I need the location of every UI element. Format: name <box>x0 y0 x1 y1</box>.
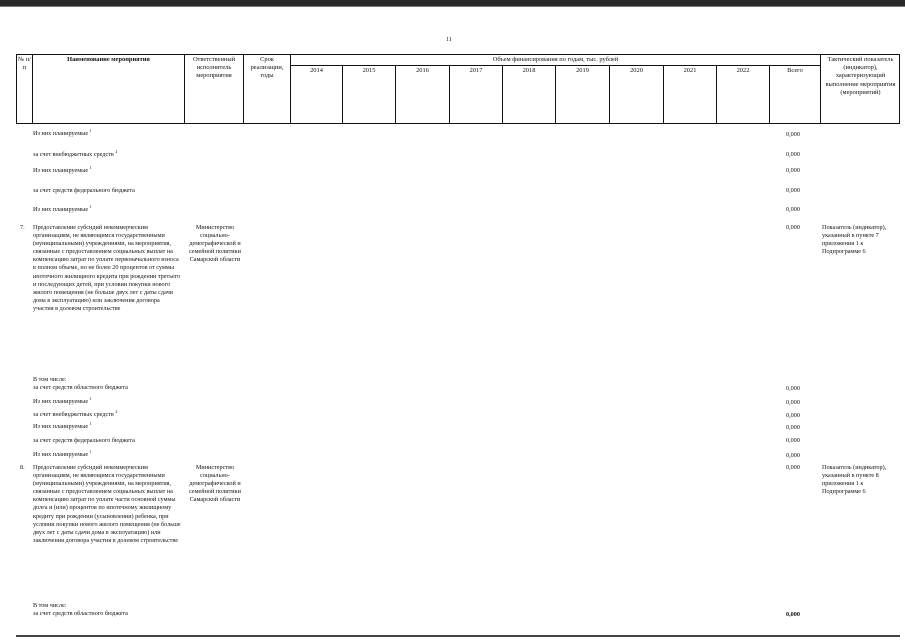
header-col-name: Наименование мероприятия <box>67 56 150 63</box>
row-total: 0,000 <box>786 187 800 194</box>
row-total: 0,000 <box>786 167 800 174</box>
header-divider <box>32 55 33 123</box>
item-responsible: Министерство социально-демографической и семейной политики Самарской области <box>189 224 241 264</box>
row-total: 0,000 <box>786 131 800 138</box>
row-label: за счет внебюджетных средств $^2$ <box>33 408 118 418</box>
year-total: Всего <box>787 67 803 74</box>
page-number: 11 <box>446 37 452 43</box>
year-2021: 2021 <box>683 67 697 74</box>
row-total: 0,000 <box>786 437 800 444</box>
item-total: 0,000 <box>786 464 800 471</box>
item-number: 8. <box>20 464 25 471</box>
scan-bottom-border <box>16 635 900 637</box>
year-2022: 2022 <box>736 67 750 74</box>
item-name: Предоставление субсидий некоммерческим организациям, не являющимся государственными (муниципальными) учреждениями, на мероприятия, связанные с предоставлением социальных выплат на компенсацию затрат по уплате части основной суммы долга и (или) процентов по ипотечному жилищному кредиту при рождении (усыновлении) ребенка, при условии покупки нового жилого помещения (не больше двух лет с даты сдачи дома в эксплуатацию) или заключения договора участия в долевом строительстве <box>33 464 181 544</box>
row-label: Из них планируемые $^1$ <box>33 203 92 213</box>
included-label: В том числе: <box>33 376 67 383</box>
year-2018: 2018 <box>522 67 536 74</box>
row-total: 0,000 <box>786 412 800 419</box>
row-label: за счет средств федерального бюджета <box>33 187 135 194</box>
row-total: 0,000 <box>786 151 800 158</box>
row-label: за счет внебюджетных средств $^2$ <box>33 148 118 158</box>
included-label: В том числе: <box>33 602 67 609</box>
row-label: за счет средств федерального бюджета <box>33 437 135 444</box>
item-responsible: Министерство социально-демографической и семейной политики Самарской области <box>189 464 241 504</box>
row-total: 0,000 <box>786 206 800 213</box>
row-total: 0,000 <box>786 399 800 406</box>
item-indicator: Показатель (индикатор), указанный в пункте 7 приложения 1 к Подпрограмме 6 <box>822 224 887 256</box>
header-divider <box>820 55 821 123</box>
row-label: Из них планируемые $^1$ <box>33 127 92 137</box>
year-2017: 2017 <box>469 67 483 74</box>
row-total: 0,000 <box>786 424 800 431</box>
header-col-indicator: Тактический показатель (индикатор), характеризующий выполнение мероприятия (мероприятий) <box>825 56 896 96</box>
header-col-financing: Объем финансирования по годам, тыс. рублей <box>492 56 619 63</box>
year-2020: 2020 <box>630 67 643 74</box>
row-label: Из них планируемые $^1$ <box>33 395 92 405</box>
row-label: за счет средств областного бюджета <box>33 610 128 617</box>
row-label: за счет средств областного бюджета <box>33 384 128 391</box>
header-col-no: № п/п <box>18 56 31 72</box>
item-indicator: Показатель (индикатор), указанный в пункте 8 приложения 1 к Подпрограмме 6 <box>822 464 887 496</box>
year-2015: 2015 <box>362 67 376 74</box>
row-total: 0,000 <box>786 611 800 618</box>
row-label: Из них планируемые $^1$ <box>33 164 92 174</box>
header-col-responsible: Ответственный исполнитель мероприятия <box>192 56 236 80</box>
item-name: Предоставление субсидий некоммерческим организациям, не являющимся государственными (муниципальными) учреждениями, на мероприятия, связанные с предоставлением социальных выплат на компенсацию затрат по уплате первоначального взноса в полном объеме, но не более 20 процентов от суммы ипотечного жилищного кредита при рождении третьего и последующих детей, при условии покупки нового жилого помещения (не больше двух лет с даты сдачи дома в эксплуатацию) или заключения договора участия в долевом строительстве <box>33 224 181 312</box>
year-2014: 2014 <box>310 67 323 74</box>
item-number: 7. <box>20 224 25 231</box>
table-header <box>16 54 900 124</box>
row-label: Из них планируемые $^1$ <box>33 420 92 430</box>
scan-top-border-shadow <box>0 6 905 7</box>
year-2016: 2016 <box>416 67 429 74</box>
row-total: 0,000 <box>786 452 800 459</box>
year-2019: 2019 <box>576 67 589 74</box>
row-label: Из них планируемые $^1$ <box>33 448 92 458</box>
item-total: 0,000 <box>786 224 800 231</box>
header-col-term: Срок реализации, годы <box>250 56 284 80</box>
row-total: 0,000 <box>786 385 800 392</box>
